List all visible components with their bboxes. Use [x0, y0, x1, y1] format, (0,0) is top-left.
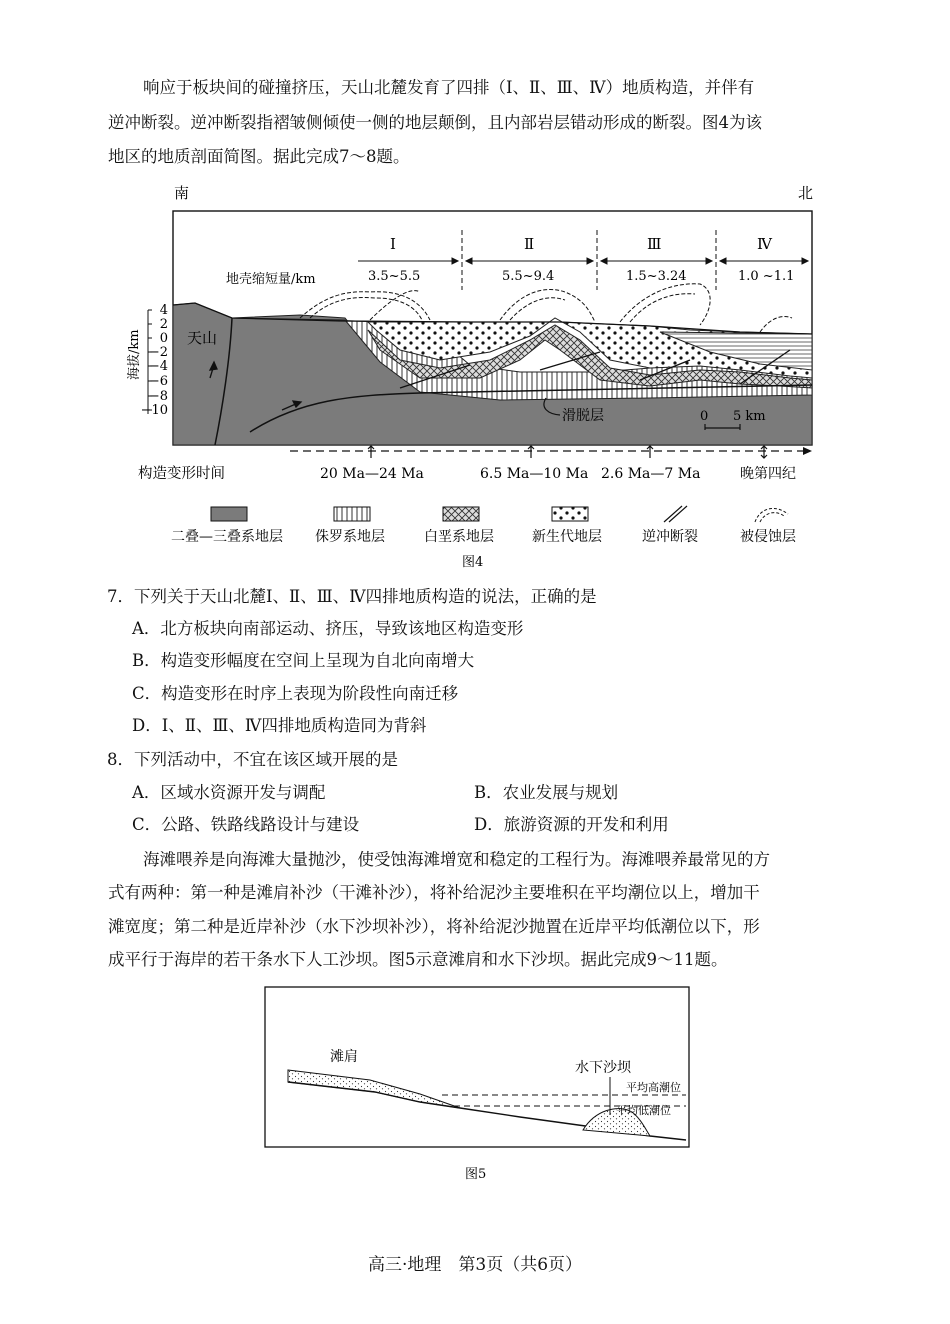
question-8-option-a: A．区域水资源开发与调配	[132, 783, 326, 802]
question-7-option-a: A．北方板块向南部运动、挤压，导致该地区构造变形	[132, 619, 524, 638]
legend-label-cenozoic: 新生代地层	[532, 529, 602, 545]
intro2-line-3: 滩宽度；第二种是近岸补沙（水下沙坝补沙），将补给泥沙抛置在近岸平均低潮位以下，形	[108, 917, 760, 936]
svg-text:2: 2	[159, 317, 168, 332]
zone-3: Ⅲ	[647, 235, 662, 253]
time-axis	[290, 446, 812, 458]
intro-line-3: 地区的地质剖面简图。据此完成7～8题。	[108, 147, 410, 166]
intro2-line-2: 式有两种：第一种是滩肩补沙（干滩补沙），将补给泥沙主要堆积在平均潮位以上，增加干	[108, 883, 760, 902]
shortening-zone-2: 5.5~9.4	[502, 269, 555, 284]
label-north: 北	[798, 184, 814, 202]
svg-text:0: 0	[159, 331, 168, 346]
question-8-option-d: D．旅游资源的开发和利用	[474, 815, 669, 834]
zone-1: Ⅰ	[390, 235, 396, 253]
time-axis-label: 构造变形时间	[138, 466, 225, 482]
high-tide-label: 平均高潮位	[626, 1081, 681, 1094]
legend-swatch-cenozoic	[552, 507, 588, 521]
question-8-stem: 8．下列活动中，不宜在该区域开展的是	[107, 750, 398, 769]
scale-km: 5 km	[733, 409, 766, 424]
question-7-stem: 7．下列关于天山北麓Ⅰ、Ⅱ、Ⅲ、Ⅳ四排地质构造的说法，正确的是	[107, 587, 597, 606]
y-tick-labels	[141, 303, 168, 418]
zone-range-arrows	[358, 258, 808, 264]
berm-sand	[288, 1070, 460, 1108]
detachment-label: 滑脱层	[562, 408, 604, 424]
berm-label: 滩肩	[330, 1049, 358, 1065]
time-zone-4: 晚第四纪	[740, 466, 796, 482]
legend-label-thrust-fault: 逆冲断裂	[642, 529, 698, 545]
shortening-zone-3: 1.5~3.24	[626, 269, 687, 284]
shortening-zone-1: 3.5~5.5	[368, 269, 421, 284]
intro2-line-1: 海滩喂养是向海滩大量抛沙，使受蚀海滩增宽和稳定的工程行为。海滩喂养最常见的方	[143, 850, 770, 869]
intro-line-1: 响应于板块间的碰撞挤压，天山北麓发育了四排（Ⅰ、Ⅱ、Ⅲ、Ⅳ）地质构造，并伴有	[143, 78, 755, 97]
bar-label: 水下沙坝	[575, 1060, 631, 1076]
page-footer: 高三·地理 第3页（共6页）	[367, 1255, 583, 1275]
time-zone-3: 2.6 Ma—7 Ma	[601, 466, 701, 482]
figure-5-caption: 图5	[465, 1167, 487, 1182]
svg-text:−8: −8	[148, 389, 168, 404]
legend-label-cretaceous: 白垩系地层	[424, 529, 494, 545]
question-7-option-c: C．构造变形在时序上表现为阶段性向南迁移	[132, 684, 459, 703]
question-8-option-c: C．公路、铁路线路设计与建设	[132, 815, 360, 834]
legend-label-jurassic: 侏罗系地层	[315, 529, 385, 545]
question-7-option-b: B．构造变形幅度在空间上呈现为自北向南增大	[132, 651, 475, 670]
svg-text:−6: −6	[148, 374, 168, 389]
time-zone-2: 6.5 Ma—10 Ma	[480, 466, 589, 482]
tianshan-label: 天山	[187, 329, 218, 347]
shortening-zone-4: 1.0 ~1.1	[738, 269, 795, 284]
question-8-option-b: B．农业发展与规划	[474, 783, 619, 802]
question-7-option-d: D．Ⅰ、Ⅱ、Ⅲ、Ⅳ四排地质构造同为背斜	[132, 716, 427, 735]
svg-text:−2: −2	[148, 345, 168, 360]
legend-swatch-cretaceous	[443, 507, 479, 521]
zone-4: Ⅳ	[757, 235, 772, 253]
figure-5-beach-nourishment	[0, 980, 950, 1200]
legend-swatch-jurassic	[334, 507, 370, 521]
figure-4-caption: 图4	[462, 555, 484, 570]
scale-zero: 0	[700, 409, 709, 424]
legend-swatch-eroded	[755, 508, 788, 522]
intro-line-2: 逆冲断裂。逆冲断裂指褶皱侧倾使一侧的地层颠倒，且内部岩层错动形成的断裂。图4为该	[108, 113, 762, 132]
svg-text:−10: −10	[140, 403, 168, 418]
legend-label-permian-triassic: 二叠—三叠系地层	[171, 529, 283, 545]
svg-text:−4: −4	[148, 359, 168, 374]
time-zone-1: 20 Ma—24 Ma	[320, 466, 424, 482]
legend-label-eroded: 被侵蚀层	[740, 529, 796, 545]
legend-swatch-permian-triassic	[211, 507, 247, 521]
legend-swatch-thrust-fault	[664, 506, 687, 522]
intro2-line-4: 成平行于海岸的若干条水下人工沙坝。图5示意滩肩和水下沙坝。据此完成9～11题。	[108, 950, 728, 969]
low-tide-label: 平均低潮位	[616, 1104, 671, 1117]
zone-2: Ⅱ	[524, 235, 535, 253]
svg-text:4: 4	[159, 303, 168, 318]
label-south: 南	[174, 184, 190, 202]
shortening-label: 地壳缩短量/km	[226, 272, 316, 287]
legend	[211, 506, 788, 522]
y-axis-label: 海拔/km	[127, 329, 142, 380]
